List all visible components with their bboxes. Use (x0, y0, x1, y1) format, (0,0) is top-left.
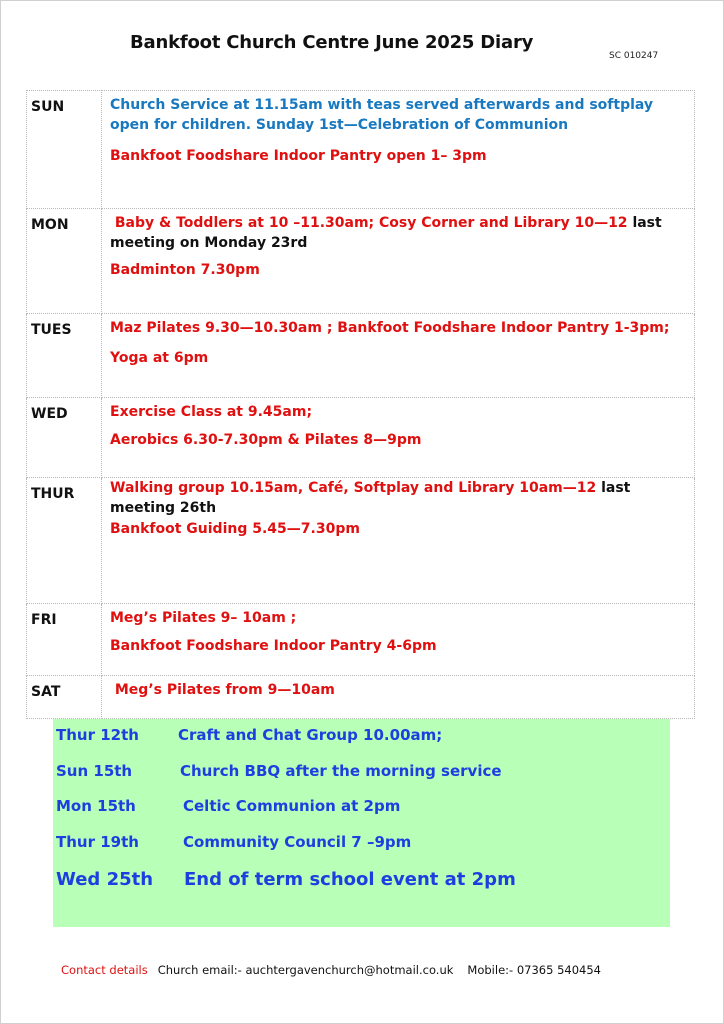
event-text (110, 680, 686, 700)
day-label: SUN (27, 91, 102, 209)
special-event-date: Mon 15th (56, 797, 136, 815)
special-event-text: Craft and Chat Group 10.00am; (178, 726, 443, 744)
day-events (102, 676, 695, 719)
day-events (102, 209, 695, 314)
event-text: Maz Pilates 9.30—10.30am ; Bankfoot Foodshare Indoor Pantry 1-3pm; (110, 320, 670, 336)
day-label: WED (27, 398, 102, 478)
special-event-date: Sun 15th (56, 762, 133, 780)
special-event-row (56, 726, 442, 744)
event-line (110, 213, 686, 254)
day-events (102, 478, 695, 604)
special-event-row (56, 869, 516, 890)
table-row-wed (27, 398, 695, 478)
table-row-tues (27, 314, 695, 398)
event-text: Aerobics 6.30-7.30pm & Pilates 8—9pm (110, 432, 422, 449)
table-row-sat (27, 676, 695, 719)
day-label: FRI (27, 604, 102, 676)
table-row-fri (27, 604, 695, 676)
day-label: THUR (27, 478, 102, 604)
special-event-date: Thur 19th (56, 833, 139, 851)
event-text: Church Service at 11.15am with teas served afterwards and softplay open for children. Sunday 1st—Celebration of Communion (110, 97, 654, 134)
contact-email: Church email:- auchtergavenchurch@hotmail.co.uk (157, 963, 454, 977)
day-events (102, 314, 695, 398)
charity-ref: SC 010247 (609, 51, 659, 61)
day-label: SAT (27, 676, 102, 719)
event-text: Bankfoot Foodshare Indoor Pantry open 1– 3pm (110, 147, 487, 164)
special-event-date: Thur 12th (56, 726, 139, 744)
event-note: last meeting on Monday 23rd (110, 215, 662, 252)
day-events (102, 604, 695, 676)
contact-mobile: Mobile:- 07365 540454 (467, 963, 601, 977)
day-events (102, 91, 695, 209)
special-event-text: Church BBQ after the morning service (180, 762, 502, 780)
table-row-mon (27, 209, 695, 314)
event-text: Meg’s Pilates from 9—10am (114, 682, 335, 698)
event-note: last meeting 26th (110, 480, 631, 517)
day-events (102, 398, 695, 478)
event-text: Walking group 10.15am, Café, Softplay and Library 10am—12 (110, 480, 597, 496)
table-row-sun (27, 91, 695, 209)
day-label: TUES (27, 314, 102, 398)
event-text: Bankfoot Foodshare Indoor Pantry 4-6pm (110, 638, 437, 655)
special-event-row (56, 797, 400, 815)
day-label: MON (27, 209, 102, 314)
special-event-row (56, 833, 411, 851)
table-row-thur (27, 478, 695, 604)
contact-label: Contact details (61, 963, 148, 977)
special-event-text: Community Council 7 –9pm (183, 833, 412, 851)
event-text: Meg’s Pilates 9– 10am ; (110, 610, 297, 626)
special-event-text: End of term school event at 2pm (184, 869, 516, 890)
event-text: Bankfoot Guiding 5.45—7.30pm (110, 520, 360, 537)
contact-details (61, 963, 601, 977)
event-text: Baby & Toddlers at 10 –11.30am; Cosy Corner and Library 10—12 (114, 215, 628, 231)
special-events-box (53, 719, 670, 927)
special-event-text: Celtic Communion at 2pm (183, 797, 401, 815)
event-text: Yoga at 6pm (110, 350, 209, 367)
diary-table (26, 90, 695, 719)
special-event-date: Wed 25th (56, 869, 154, 890)
event-text: Exercise Class at 9.45am; (110, 404, 313, 420)
event-text: Badminton 7.30pm (110, 261, 260, 278)
special-event-row (56, 762, 502, 780)
page-title: Bankfoot Church Centre June 2025 Diary (130, 32, 534, 53)
